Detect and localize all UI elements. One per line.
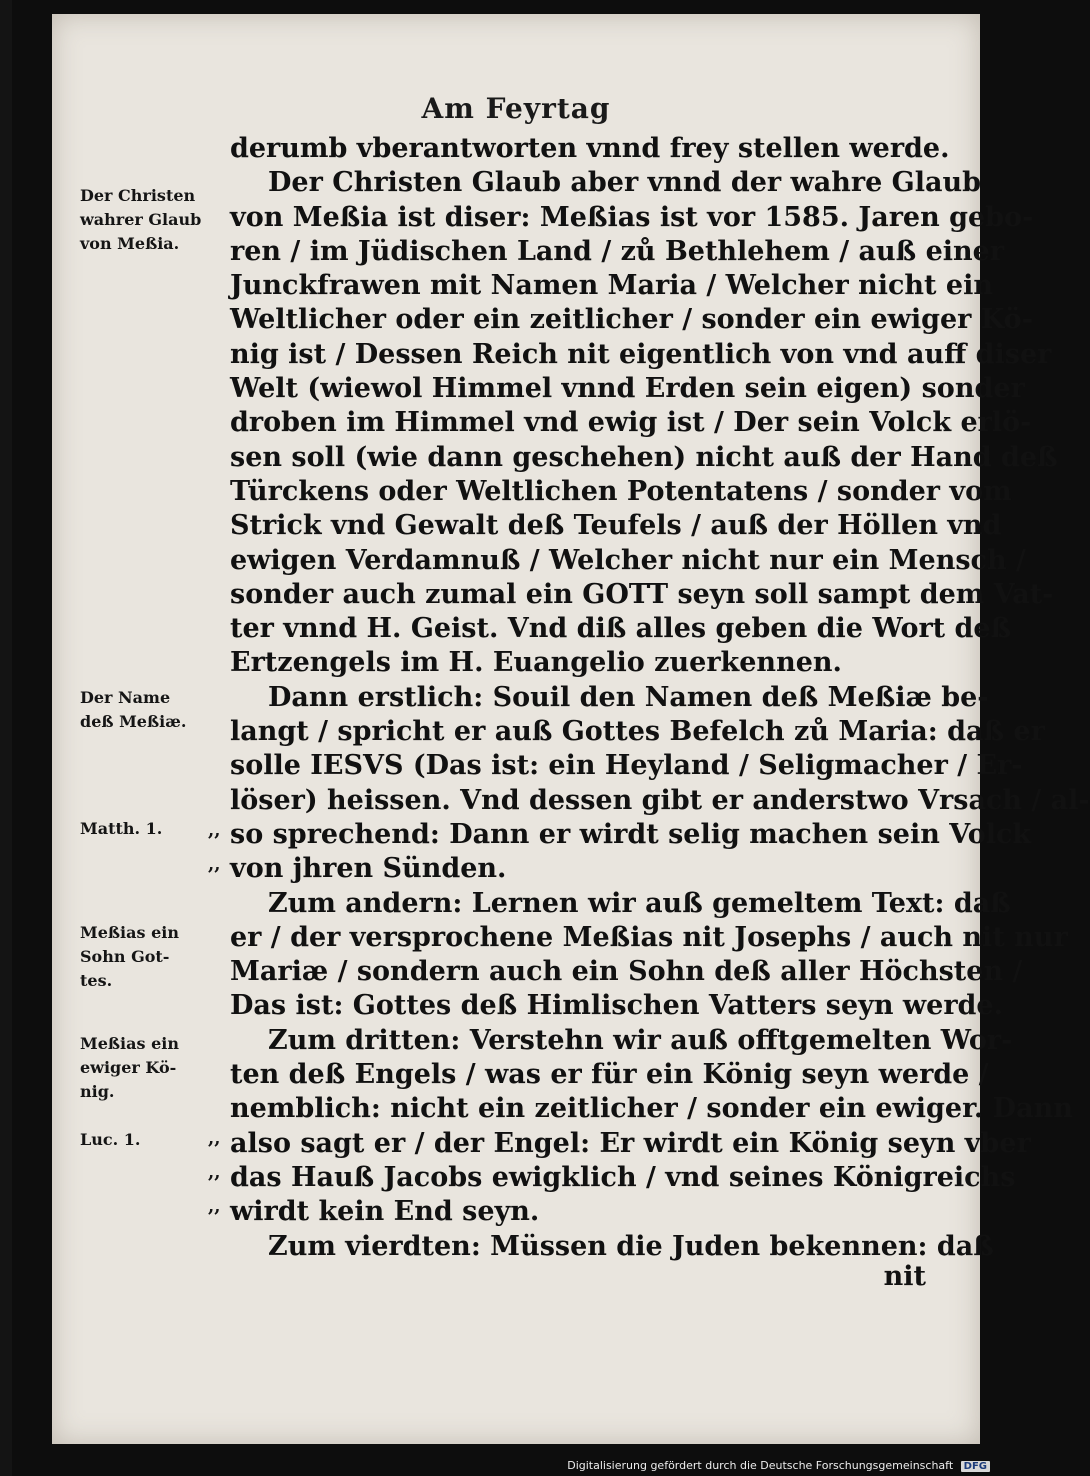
text-line: Zum andern: Lernen wir auß gemeltem Text: daß — [268, 887, 1011, 919]
text-line: derumb vberantworten vnnd frey stellen werde. — [230, 133, 950, 164]
quote-mark: ,, — [208, 1128, 221, 1149]
quote-mark: ,, — [208, 1162, 221, 1183]
text-line: von Meßia ist diser: Meßias ist vor 1585. Jaren gebo- — [230, 201, 1034, 233]
margin-note-name-messiae: Der Name deß Meßiæ. — [80, 688, 187, 731]
text-line: so sprechend: Dann er wirdt selig machen sein Volck — [230, 818, 1032, 850]
text-line: also sagt er / der Engel: Er wirdt ein König seyn vber — [230, 1127, 1031, 1159]
text-line: solle IESVS (Das ist: ein Heyland / Seligmacher / Er- — [230, 750, 1023, 782]
text-line: sen soll (wie dann geschehen) nicht auß der Hand deß — [230, 441, 1058, 473]
text-line: wirdt kein End seyn. — [230, 1196, 540, 1228]
margin-note-christen-glaub: Der Christen wahrer Glaub von Meßia. — [80, 186, 202, 253]
text-line: Dann erstlich: Souil den Namen deß Meßiæ be- — [268, 681, 989, 713]
text-line: das Hauß Jacobs ewigklich / vnd seines Königreichs — [230, 1161, 1016, 1193]
quote-mark: ,, — [208, 820, 221, 841]
quote-mark: ,, — [208, 854, 221, 875]
text-line: Türckens oder Weltlichen Potentatens / sonder vom — [230, 475, 1012, 507]
left-dark-edge — [0, 0, 12, 1476]
text-line: Strick vnd Gewalt deß Teufels / auß der Höllen vnd — [230, 510, 1002, 542]
text-line: löser) heissen. Vnd dessen gibt er anderstwo Vrsach / al- — [230, 784, 1090, 816]
text-line: Zum dritten: Verstehn wir auß offtgemelten Wor- — [268, 1024, 1013, 1056]
text-line: Ertzengels im H. Euangelio zuerkennen. — [230, 647, 842, 679]
text-line: Junckfrawen mit Namen Maria / Welcher nicht ein — [230, 270, 993, 302]
running-header: Am Feyrtag — [421, 92, 611, 125]
footer-text: Digitalisierung gefördert durch die Deutsche Forschungsgemeinschaft — [567, 1459, 954, 1472]
footer-credit — [0, 1459, 990, 1472]
margin-note-luc: Luc. 1. — [80, 1130, 141, 1149]
text-line: ten deß Engels / was er für ein König seyn werde / — [230, 1059, 989, 1091]
text-line: er / der versprochene Meßias nit Josephs / auch nit nur — [230, 921, 1068, 953]
quote-mark: ,, — [208, 1196, 221, 1217]
text-line: von jhren Sünden. — [230, 853, 507, 885]
text-line: Mariæ / sondern auch ein Sohn deß aller Höchsten / — [230, 956, 1023, 988]
book-page — [52, 14, 1090, 1444]
text-line: Zum vierdten: Müssen die Juden bekennen: daß — [268, 1230, 994, 1262]
text-line: nemblich: nicht ein zeitlicher / sonder ein ewiger. Dann — [230, 1093, 1073, 1125]
margin-note-matth: Matth. 1. — [80, 819, 163, 838]
text-line: Das ist: Gottes deß Himlischen Vatters seyn werde. — [230, 990, 1004, 1022]
text-line: langt / spricht er auß Gottes Befelch zů Maria: daß er — [230, 716, 1045, 748]
text-line: Welt (wiewol Himmel vnnd Erden sein eigen) sonder — [230, 373, 1025, 405]
margin-note-ewiger-koenig: Meßias ein ewiger Kö- nig. — [80, 1034, 179, 1101]
text-line: ren / im Jüdischen Land / zů Bethlehem / auß einer — [230, 235, 1005, 267]
dfg-logo-icon: DFG — [961, 1461, 990, 1472]
text-line: nig ist / Dessen Reich nit eigentlich von vnd auff diser — [230, 338, 1052, 370]
margin-note-sohn-gottes: Meßias ein Sohn Got- tes. — [80, 923, 179, 990]
text-line: ewigen Verdamnuß / Welcher nicht nur ein Mensch / — [230, 544, 1026, 576]
text-line: Weltlicher oder ein zeitlicher / sonder ein ewiger Kö- — [230, 304, 1033, 336]
text-line: ter vnnd H. Geist. Vnd diß alles geben die Wort deß — [230, 613, 1012, 645]
text-line: Der Christen Glaub aber vnnd der wahre Glaub — [268, 167, 981, 199]
text-line: droben im Himmel vnd ewig ist / Der sein Volck erlö- — [230, 407, 1032, 439]
catchword: nit — [883, 1261, 926, 1292]
text-line: sonder auch zumal ein GOTT seyn soll sampt dem Vat- — [230, 578, 1054, 610]
body-text — [230, 132, 1090, 1264]
